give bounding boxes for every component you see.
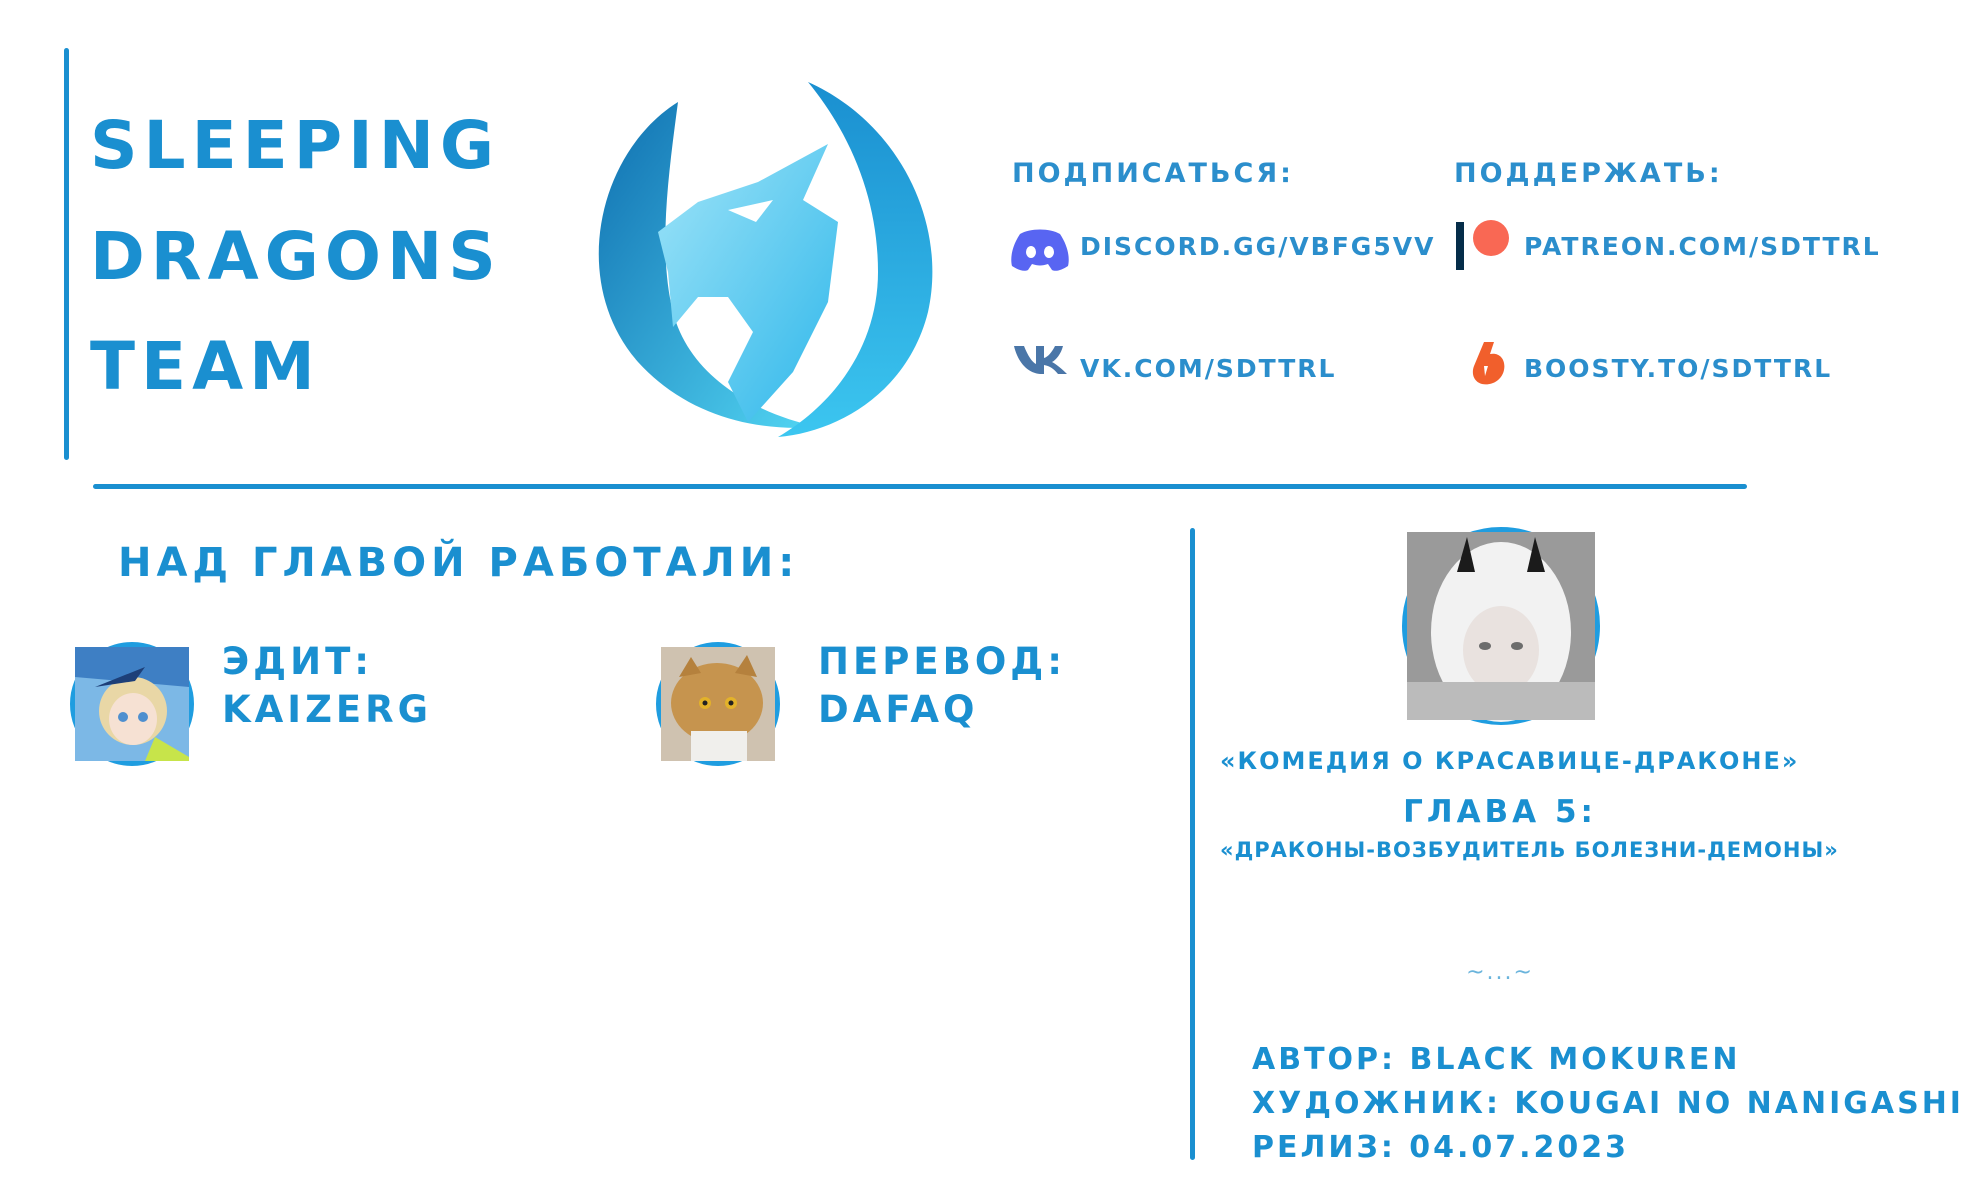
team-heading: НАД ГЛАВОЙ РАБОТАЛИ: [118,540,800,586]
left-vertical-rule [64,48,69,460]
subscribe-heading: ПОДПИСАТЬСЯ: [1012,158,1294,189]
artist-line: ХУДОЖНИК: KOUGAI NO NANIGASHI [1252,1086,1964,1121]
author-line: АВТОР: BLACK MOKUREN [1252,1042,1741,1077]
chapter-title: «ДРАКОНЫ-ВОЗБУДИТЕЛЬ БОЛЕЗНИ-ДЕМОНЫ» [1220,838,1839,862]
editor-role: ЭДИТ: [222,640,374,683]
vk-icon[interactable] [1012,342,1070,376]
horizontal-divider [93,484,1747,489]
anime-girl-avatar [70,642,194,766]
manga-title: «КОМЕДИЯ О КРАСАВИЦЕ-ДРАКОНЕ» [1220,747,1800,775]
patreon-link[interactable]: PATREON.COM/SDTTRL [1524,232,1881,261]
release-date-line: РЕЛИЗ: 04.07.2023 [1252,1130,1630,1165]
middle-vertical-rule [1190,528,1195,1160]
discord-icon[interactable] [1010,226,1070,272]
brand-line-1: SLEEPING [90,107,501,184]
brand-line-3: TEAM [90,328,321,405]
brand-line-2: DRAGONS [90,218,502,295]
dragon-logo-icon [578,82,948,442]
discord-link[interactable]: DISCORD.GG/VBFG5VV [1080,232,1436,261]
editor-name: KAIZERG [222,688,433,731]
chapter-number: ГЛАВА 5: [1403,794,1597,830]
cat-plush-avatar [656,642,780,766]
boosty-icon[interactable] [1472,340,1506,386]
cover-avatar [1402,527,1600,725]
vk-link[interactable]: VK.COM/SDTTRL [1080,354,1337,383]
ornament-divider: ~...~ [1466,960,1534,985]
translator-role: ПЕРЕВОД: [818,640,1067,683]
boosty-link[interactable]: BOOSTY.TO/SDTTRL [1524,354,1833,383]
patreon-icon[interactable] [1456,218,1512,274]
support-heading: ПОДДЕРЖАТЬ: [1454,158,1723,189]
translator-name: DAFAQ [818,688,979,731]
